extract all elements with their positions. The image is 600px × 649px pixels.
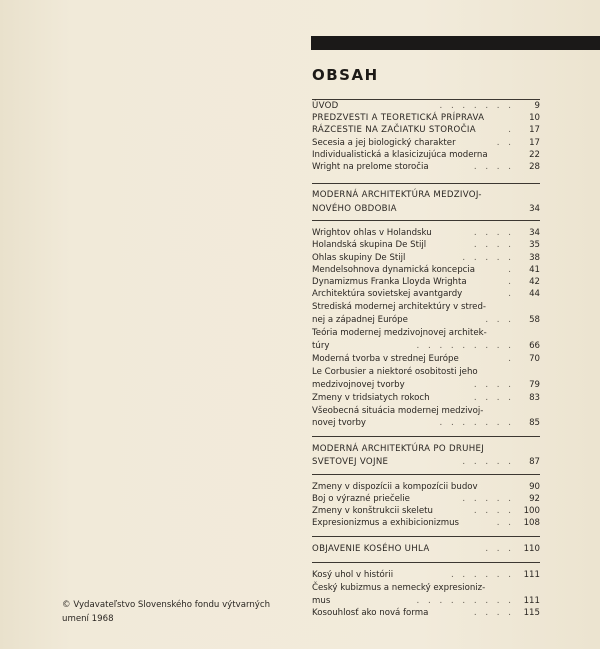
- header-bar: [311, 36, 600, 50]
- section-rule: [312, 220, 540, 221]
- section-rule: [312, 183, 540, 184]
- copyright-notice: [62, 598, 312, 626]
- book-page: OBSAH ÚVOD . . . . . . . 9 PREDZVESTI A TEORETICKÁ PRÍPRAVA 10 RÁZCESTIE NA ZAČIATKU STOROČIA . 17 Secesia a jej biologický charakter . . 17 Individualistická a klasicizujúca moderna 22 Wright na prelome storočia . . . . 28 MODERNÁ ARCHITEKTÚRA MEDZIVOJ- NOVÉHO OBDOBIA 34 Wrightov ohlas v Holandsku . . . . 34 Holandská skupina De Stijl . . . . 35 Ohlas skupiny De Stijl . . . . . 38 Mendelsohnova dynamická koncepcia . 41 Dynamizmus Franka Lloyda Wrighta . 42 Architektúra sovietskej avantgardy . 44 Strediská modernej architektúry v stred- nej a západnej Európe . . . 58 Teória modernej medzivojnovej architek- túry . . . . . . . . . 66 Moderná tvorba v strednej Európe . 70 Le Corbusier a niektoré osobitosti jeho medzivojnovej tvorby . . . . 79 Zmeny v tridsiatych rokoch . . . . 83 Všeobecná situácia modernej medzivoj- novej tvorby . . . . . . . 85 MODERNÁ ARCHITEKTÚRA PO DRUHEJ SVETOVEJ VOJNE . . . . . 87 Zmeny v dispozícii a kompozícii budov 90 Boj o výrazné priečelie . . . . . 92 Zmeny v konštrukcii skeletu . . . . 100 Expresionizmus a exhibicionizmus . . 108 OBJAVENIE KOSÉHO UHLA . . . 110 Kosý uhol v histórii . . . . . . 111 Český kubizmus a nemecký expresioniz- mus . . . . . . . . . 111 Kosouhlosť ako nová forma . . . . 115 © Vydavateľstvo Slovenského fondu výtvarných umení 1968: [0, 0, 600, 649]
- copyright-line: umení 1968: [62, 614, 114, 624]
- section-rule: [312, 474, 540, 475]
- section-rule: [312, 536, 540, 537]
- section-rule: [312, 436, 540, 437]
- copyright-line: © Vydavateľstvo Slovenského fondu výtvarných: [62, 600, 271, 610]
- page-title: OBSAH: [312, 66, 379, 84]
- section-rule: [312, 99, 540, 100]
- section-rule: [312, 562, 540, 563]
